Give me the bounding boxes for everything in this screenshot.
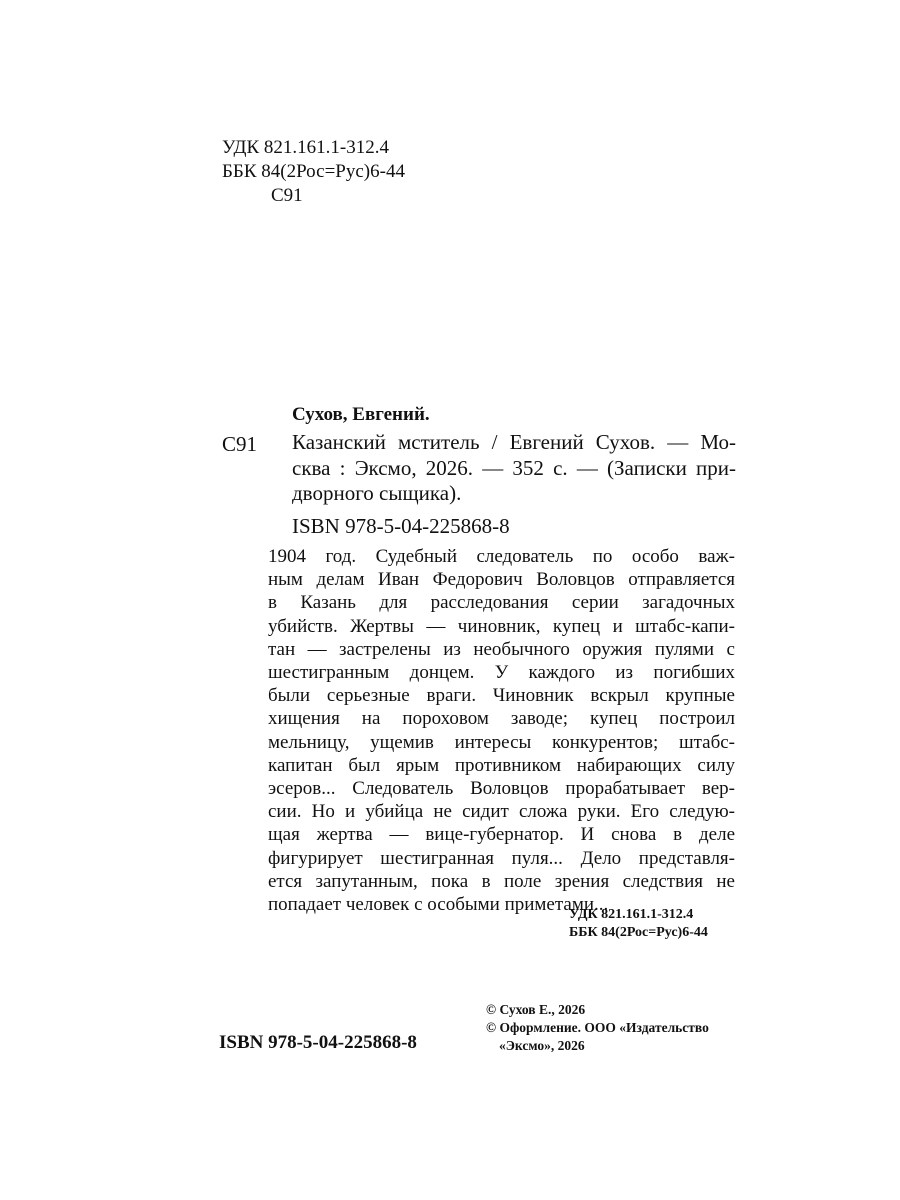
annotation-line: ется запутанным, пока в поле зрения следствия не (268, 870, 735, 892)
author-mark-top: С91 (271, 185, 303, 206)
annotation-line: тан — застрелены из необычного оружия пулями с (268, 638, 735, 660)
annotation-line: эсеров... Следователь Воловцов прорабатывает вер- (268, 778, 735, 800)
isbn-bottom: ISBN 978-5-04-225868-8 (219, 1032, 417, 1053)
record-line: дворного сыщика). (292, 481, 462, 505)
udk-code-top: УДК 821.161.1-312.4 (222, 137, 389, 158)
annotation-line: попадает человек с особыми приметами... (268, 894, 609, 916)
annotation-line: 1904 год. Судебный следователь по особо важ- (268, 546, 735, 567)
udk-code-right: УДК 821.161.1-312.4 (569, 907, 694, 922)
annotation-line: хищения на пороховом заводе; купец построил (268, 708, 735, 730)
annotation-line: сии. Но и убийца не сидит сложа руки. Его следую- (268, 801, 735, 823)
record-description (292, 430, 736, 507)
copyright-author: © Сухов Е., 2026 (486, 1002, 586, 1017)
bbk-code-right: ББК 84(2Рос=Рус)6-44 (569, 925, 708, 940)
annotation-line: капитан был ярым противником набирающих силу (268, 754, 735, 776)
copyright-publisher: «Эксмо», 2026 (499, 1038, 585, 1053)
annotation-line: ным делам Иван Федорович Воловцов отправляется (268, 569, 735, 591)
record-author-mark: С91 (222, 432, 258, 456)
annotation-line: фигурирует шестигранная пуля... Дело представля- (268, 847, 735, 869)
bbk-code-top: ББК 84(2Рос=Рус)6-44 (222, 161, 405, 182)
record-isbn: ISBN 978-5-04-225868-8 (292, 514, 510, 538)
record-line: сква : Эксмо, 2026. — 352 с. — (Записки при- (292, 455, 736, 480)
annotation-line: шестигранным донцем. У каждого из погибших (268, 662, 735, 684)
copyright-design: © Оформление. ООО «Издательство (486, 1020, 709, 1035)
annotation-line: мельницу, ущемив интересы конкурентов; штабс- (268, 731, 735, 753)
annotation-line: щая жертва — вице-губернатор. И снова в деле (268, 824, 735, 846)
record-author: Сухов, Евгений. (292, 404, 430, 425)
record-line: Казанский мститель / Евгений Сухов. — Мо- (292, 430, 736, 454)
annotation-line: убийств. Жертвы — чиновник, купец и штабс-капи- (268, 615, 735, 637)
annotation-line: в Казань для расследования серии загадочных (268, 592, 735, 614)
annotation (268, 545, 735, 916)
annotation-line: были серьезные враги. Чиновник вскрыл крупные (268, 685, 735, 707)
